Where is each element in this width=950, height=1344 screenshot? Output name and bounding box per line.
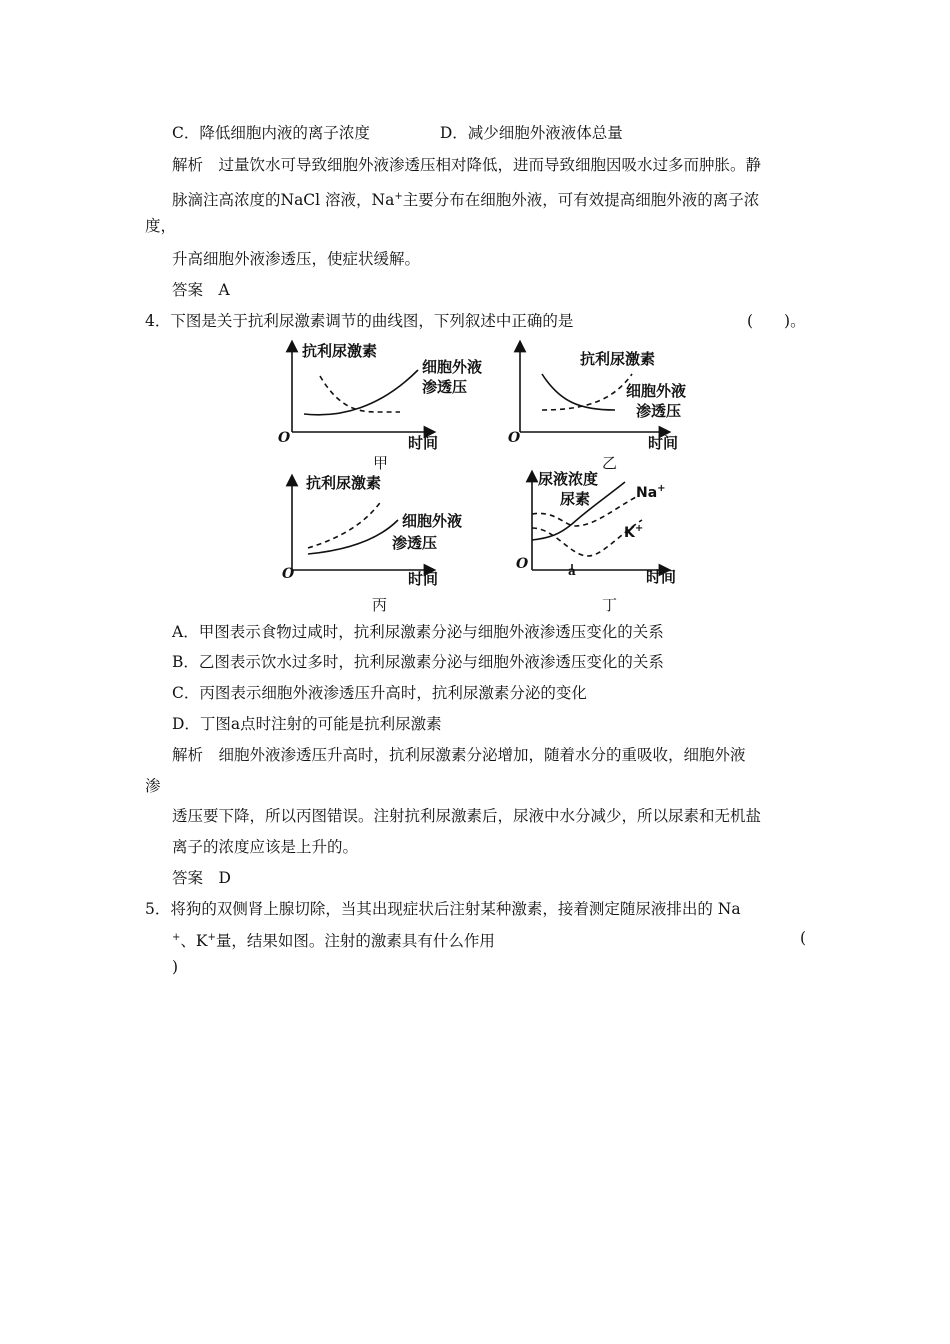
ding-x-label: 时间 <box>646 568 677 586</box>
q3-answer: 答案 A <box>172 281 230 299</box>
bing-dashed-curve <box>308 500 382 548</box>
q3-analysis-line2 <box>172 187 759 210</box>
bing-solid-curve <box>308 520 398 554</box>
q5-line1: 5．将狗的双侧肾上腺切除，当其出现症状后注射某种激素，接着测定随尿液排出的 Na <box>145 900 741 918</box>
bing-y-label: 抗利尿激素 <box>306 474 382 492</box>
jia-caption: 甲 <box>373 454 389 472</box>
q5-sup-na: + <box>172 932 181 943</box>
q3-analysis-line1: 解析 过量饮水可导致细胞外液渗透压相对降低，进而导致细胞因吸水过多而肿胀。静 <box>172 156 762 174</box>
q3-analysis-line2a: 脉滴注高浓度的NaCl 溶液，Na <box>172 191 395 209</box>
bing-caption: 丙 <box>372 596 388 614</box>
jia-x-label: 时间 <box>408 434 439 452</box>
jia-y-label: 抗利尿激素 <box>302 342 378 360</box>
q4-option-a: A．甲图表示食物过咸时，抗利尿激素分泌与细胞外液渗透压变化的关系 <box>172 623 664 641</box>
ding-urea-label: 尿素 <box>560 490 591 508</box>
ding-tick-a-label: a <box>568 564 576 578</box>
yi-curve-label-1: 细胞外液 <box>626 382 687 400</box>
q5-paren-close: ) <box>172 958 179 976</box>
jia-curve-label-1: 细胞外液 <box>422 358 483 376</box>
ding-k-text: K <box>624 525 635 541</box>
q3-analysis-line2b: 主要分布在细胞外液，可有效提高细胞外液的离子浓 <box>402 191 760 209</box>
yi-y-label: 抗利尿激素 <box>580 350 656 368</box>
q4-stem: 4．下图是关于抗利尿激素调节的曲线图，下列叙述中正确的是 <box>145 312 574 330</box>
ding-na-text: Na <box>636 485 658 501</box>
ding-k-sup: + <box>634 523 644 534</box>
q4-analysis-line4: 离子的浓度应该是上升的。 <box>172 838 359 856</box>
q3-option-c: C．降低细胞内液的离子浓度 <box>172 124 370 142</box>
q4-answer: 答案 D <box>172 869 231 887</box>
q4-option-c: C．丙图表示细胞外液渗透压升高时，抗利尿激素分泌的变化 <box>172 684 587 702</box>
yi-caption: 乙 <box>602 454 618 472</box>
q5-line2 <box>172 928 495 951</box>
q3-option-d: D．减少细胞外液液体总量 <box>439 124 623 142</box>
jia-origin: O <box>278 430 291 446</box>
yi-origin: O <box>508 430 521 446</box>
bing-origin: O <box>282 566 295 582</box>
bing-curve-label-2: 渗透压 <box>392 534 438 552</box>
yi-dashed-curve <box>542 374 632 410</box>
ding-na-label <box>636 480 666 502</box>
q3-analysis-line2-sup: + <box>394 191 403 202</box>
q3-analysis-line4: 升高细胞外液渗透压，使症状缓解。 <box>172 250 421 268</box>
yi-curve-label-2: 渗透压 <box>636 402 682 420</box>
jia-curve-label-2: 渗透压 <box>422 378 468 396</box>
q3-options-cd <box>172 123 623 143</box>
q4-analysis-line3: 透压要下降，所以丙图错误。注射抗利尿激素后，尿液中水分减少，所以尿素和无机盐 <box>172 807 762 825</box>
q5-line2a: 、K <box>180 932 208 950</box>
q4-option-b: B．乙图表示饮水过多时，抗利尿激素分泌与细胞外液渗透压变化的关系 <box>172 653 664 671</box>
q4-option-d: D．丁图a点时注射的可能是抗利尿激素 <box>172 715 442 733</box>
ding-caption: 丁 <box>602 596 618 614</box>
q4-figure <box>270 338 700 618</box>
bing-curve-label-1: 细胞外液 <box>402 512 463 530</box>
ding-na-sup: + <box>657 483 666 494</box>
ding-y-label: 尿液浓度 <box>538 470 599 488</box>
yi-x-label: 时间 <box>648 434 679 452</box>
q5-sup-k: + <box>207 932 216 943</box>
q4-analysis-line1: 解析 细胞外液渗透压升高时，抗利尿激素分泌增加，随着水分的重吸收，细胞外液 <box>172 746 746 764</box>
q3-analysis-line3: 度， <box>145 217 177 235</box>
q5-line2b: 量，结果如图。注射的激素具有什么作用 <box>215 932 495 950</box>
q4-analysis-line2: 渗 <box>145 777 161 795</box>
bing-x-label: 时间 <box>408 570 439 588</box>
ding-k-label <box>624 520 643 542</box>
q4-blank: ( )。 <box>747 312 806 330</box>
q5-paren-open: ( <box>800 929 807 947</box>
ding-origin: O <box>516 556 529 572</box>
yi-solid-curve <box>542 374 615 410</box>
